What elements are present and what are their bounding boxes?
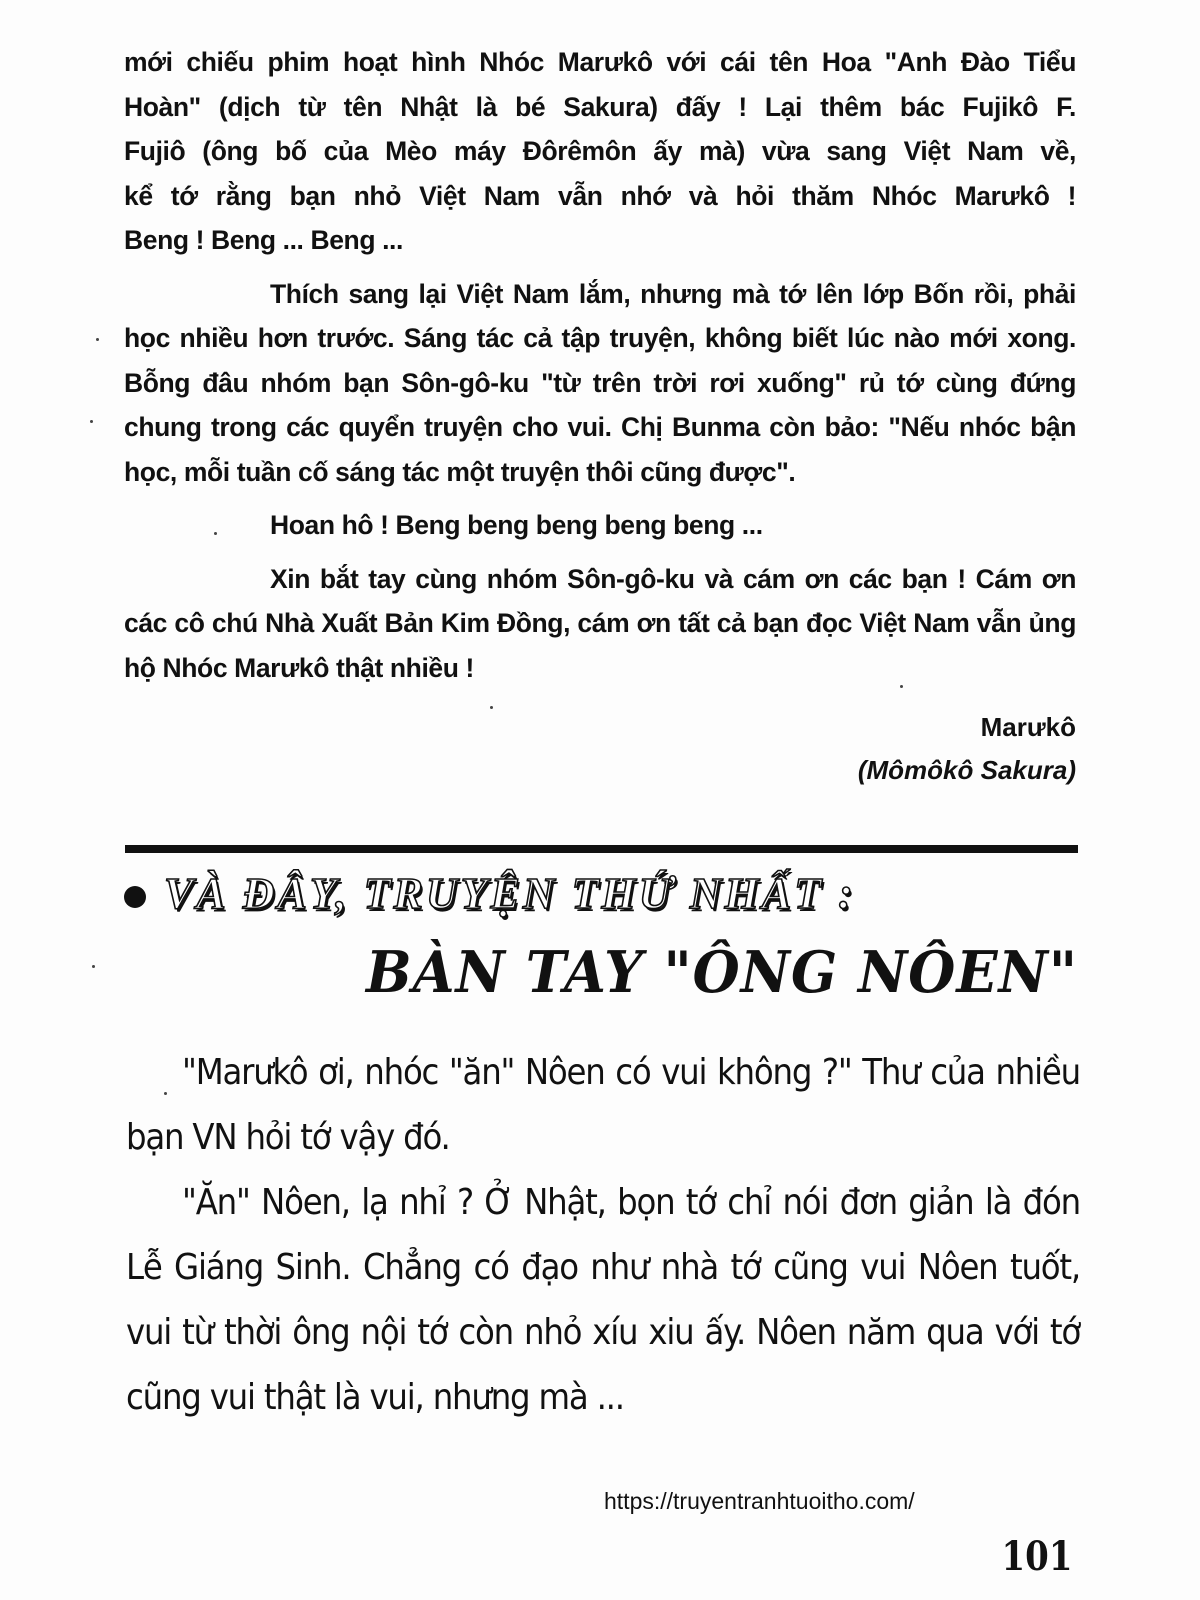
bullet-icon [124,886,146,908]
letter-line: mới chiếu phim hoạt hình Nhóc Marưkô với cái tên Hoa "Anh Đào Tiểu [124,47,1076,77]
page-number: 101 [1001,1533,1072,1580]
scan-speck [214,532,217,535]
story-title: BÀN TAY "ÔNG NÔEN" [366,938,1078,1006]
letter-line: Beng ! Beng ... Beng ... [124,225,403,255]
intro-letter [124,40,1076,690]
letter-line: kể tớ rằng bạn nhỏ Việt Nam vẫn nhớ và hỏi thăm Nhóc Marưkô ! [124,180,1076,211]
scan-speck [90,420,93,423]
story-paragraph: "Ăn" Nôen, lạ nhỉ ? Ở Nhật, bọn tớ chỉ nói đơn giản là đón Lễ Giáng Sinh. Chẳng có đạo như nhà tớ cũng vui Nôen tuốt, vui từ thời ông nội tớ còn nhỏ xíu xiu ấy. Nôen năm qua với tớ cũng vui thật là vui, nhưng mà ... [126,1182,1080,1418]
scan-speck [96,338,99,341]
letter-paragraph: Xin bắt tay cùng nhóm Sôn-gô-ku và cám ơn các bạn ! Cám ơn các cô chú Nhà Xuất Bản Kim Đồng, cám ơn tất cả bạn đọc Việt Nam vẫn ủng hộ Nhóc Marưkô thật nhiều ! [124,563,1076,683]
letter-line: Hoàn" (dịch từ tên Nhật là bé Sakura) đấy ! Lại thêm bác Fujikô F. [124,91,1076,122]
scan-speck [490,706,493,709]
section-divider [125,845,1078,853]
scan-speck [164,1092,167,1095]
story-paragraph: "Marưkô ơi, nhóc "ăn" Nôen có vui không ?" Thư của nhiều bạn VN hỏi tớ vậy đó. [126,1052,1080,1158]
letter-signature: Marưkô [980,712,1076,742]
scan-speck [92,965,95,968]
letter-paragraph: Thích sang lại Việt Nam lắm, nhưng mà tớ lên lớp Bốn rồi, phải học nhiều hơn trước. Sáng tác cả tập truyện, không biết lúc nào mới xong. Bỗng đâu nhóm bạn Sôn-gô-ku "từ trên trời rơi xuống" rủ tớ cùng đứng chung trong các quyển truyện cho vui. Chị Bunma còn bảo: "Nếu nhóc bận học, mỗi tuần cố sáng tác một truyện thôi cũng được". [124,278,1076,487]
source-url-link[interactable]: https://truyentranhtuoitho.com/ [604,1488,915,1514]
story-body [126,1040,1080,1430]
letter-paragraph: Hoan hô ! Beng beng beng beng beng ... [270,510,763,540]
letter-line: Fujiô (ông bố của Mèo máy Đôrêmôn ấy mà) vừa sang Việt Nam về, [124,136,1076,166]
letter-signature-author: (Mômôkô Sakura) [857,755,1076,785]
story-heading [124,868,1084,919]
scan-speck [900,685,903,688]
story-label: VÀ ĐÂY, TRUYỆN THỨ NHẤT : [164,869,856,918]
